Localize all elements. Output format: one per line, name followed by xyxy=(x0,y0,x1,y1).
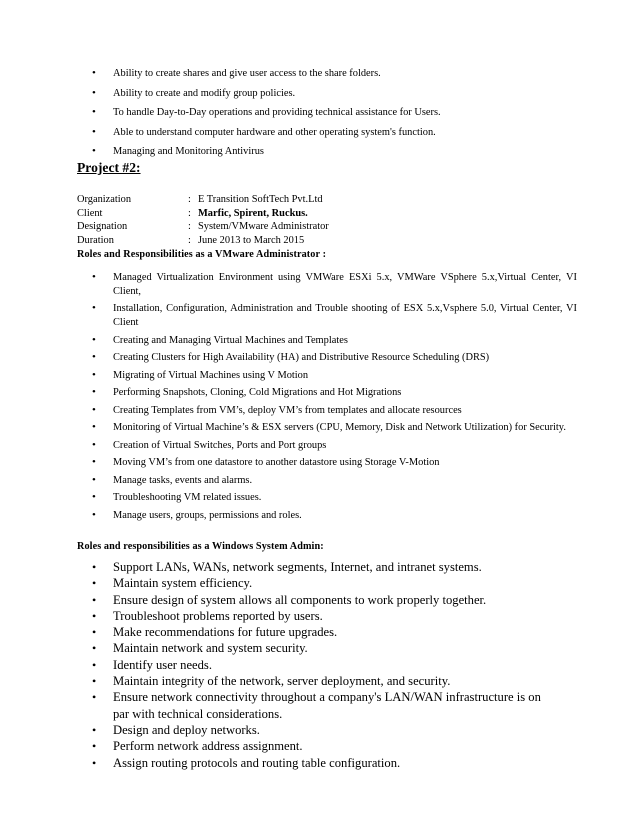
detail-value: Marfic, Spirent, Ruckus. xyxy=(198,207,308,219)
bullet-icon: • xyxy=(92,657,97,672)
list-item-text: Troubleshooting VM related issues. xyxy=(113,492,262,504)
vmware-roles-heading: Roles and Responsibilities as a VMware Administrator : xyxy=(77,249,327,260)
bullet-icon: • xyxy=(92,106,96,118)
list-item xyxy=(92,439,577,453)
list-item xyxy=(92,334,577,348)
detail-value: June 2013 to March 2015 xyxy=(198,234,305,246)
list-item xyxy=(92,421,577,435)
project-heading: Project #2: xyxy=(77,160,141,175)
detail-value: System/VMware Administrator xyxy=(198,221,329,233)
top-responsibilities-list xyxy=(92,67,592,165)
detail-colon: : xyxy=(188,194,191,205)
list-item xyxy=(92,559,552,575)
list-item xyxy=(92,67,592,87)
bullet-icon: • xyxy=(92,438,96,451)
bullet-icon: • xyxy=(92,508,96,521)
list-item xyxy=(92,491,577,505)
list-item-text: Ability to create and modify group policies. xyxy=(113,87,296,99)
list-item xyxy=(92,738,552,754)
list-item-text: Troubleshoot problems reported by users. xyxy=(113,608,323,623)
bullet-icon: • xyxy=(92,592,97,607)
list-item-text: Maintain system efficiency. xyxy=(113,576,253,591)
list-item xyxy=(92,404,577,418)
windows-roles-heading: Roles and responsibilities as a Windows System Admin: xyxy=(77,541,324,552)
list-item-text: Managed Virtualization Environment using VMWare ESXi 5.x, VMWare VSphere 5.x,Virtual Center, VI Client, xyxy=(113,272,577,297)
list-item-text: Monitoring of Virtual Machine’s & ESX servers (CPU, Memory, Disk and Network Utilization) for Security. xyxy=(113,422,566,434)
bullet-icon: • xyxy=(92,421,96,434)
bullet-icon: • xyxy=(92,333,96,346)
bullet-icon: • xyxy=(92,576,97,591)
bullet-icon: • xyxy=(92,739,97,754)
list-item xyxy=(92,351,577,365)
bullet-icon: • xyxy=(92,86,96,99)
bullet-icon: • xyxy=(92,560,97,574)
list-item xyxy=(92,106,592,126)
detail-label: Client xyxy=(77,207,103,219)
list-item-text: Ability to create shares and give user access to the share folders. xyxy=(113,68,381,79)
vmware-responsibilities-list xyxy=(92,271,577,526)
detail-colon: : xyxy=(188,221,191,233)
list-item-text: Creation of Virtual Switches, Ports and Port groups xyxy=(113,439,327,451)
bullet-icon: • xyxy=(92,491,96,504)
list-item xyxy=(92,640,552,656)
list-item-text: Creating Clusters for High Availability (HA) and Distributive Resource Scheduling (DRS) xyxy=(113,352,490,364)
list-item-text: Migrating of Virtual Machines using V Motion xyxy=(113,369,309,381)
bullet-icon: • xyxy=(92,302,96,315)
detail-colon: : xyxy=(188,207,191,219)
list-item xyxy=(92,386,577,400)
list-item xyxy=(92,755,552,771)
list-item-text: Identify user needs. xyxy=(113,657,212,672)
list-item xyxy=(92,608,552,624)
list-item xyxy=(92,126,592,146)
list-item-text: Support LANs, WANs, network segments, Internet, and intranet systems. xyxy=(113,560,482,574)
bullet-icon: • xyxy=(92,368,96,381)
list-item xyxy=(92,456,577,470)
list-item xyxy=(92,624,552,640)
bullet-icon: • xyxy=(92,351,96,364)
list-item xyxy=(92,509,577,523)
bullet-icon: • xyxy=(92,690,97,705)
list-item-text: Manage users, groups, permissions and roles. xyxy=(113,509,302,521)
list-item-text: Performing Snapshots, Cloning, Cold Migrations and Hot Migrations xyxy=(113,387,402,399)
detail-label: Organization xyxy=(77,194,132,205)
list-item-text: Able to understand computer hardware and other operating system's function. xyxy=(113,126,436,138)
bullet-icon: • xyxy=(92,125,96,138)
bullet-icon: • xyxy=(92,608,97,623)
list-item xyxy=(92,474,577,488)
bullet-icon: • xyxy=(92,403,96,416)
list-item xyxy=(92,87,592,107)
bullet-icon: • xyxy=(92,755,97,770)
bullet-icon: • xyxy=(92,722,97,737)
list-item-text: Design and deploy networks. xyxy=(113,722,260,737)
list-item-text: Creating Templates from VM’s, deploy VM’s from templates and allocate resources xyxy=(113,404,462,416)
list-item-text: Assign routing protocols and routing table configuration. xyxy=(113,755,401,770)
list-item xyxy=(92,145,592,165)
windows-responsibilities-list xyxy=(92,559,552,771)
list-item-text: Make recommendations for future upgrades. xyxy=(113,625,338,640)
list-item-text: Creating and Managing Virtual Machines and Templates xyxy=(113,334,348,346)
list-item xyxy=(92,575,552,591)
list-item xyxy=(92,673,552,689)
bullet-icon: • xyxy=(92,386,96,399)
bullet-icon: • xyxy=(92,625,97,640)
list-item-text: Installation, Configuration, Administration and Trouble shooting of ESX 5.x,Vsphere 5.0, Virtual Center, VI Client xyxy=(113,303,577,329)
list-item-text: Maintain network and system security. xyxy=(113,641,308,656)
bullet-icon: • xyxy=(92,145,96,157)
list-item xyxy=(92,722,552,738)
bullet-icon: • xyxy=(92,67,96,79)
list-item-text: Manage tasks, events and alarms. xyxy=(113,474,253,486)
detail-label: Duration xyxy=(77,234,114,246)
list-item xyxy=(92,592,552,608)
bullet-icon: • xyxy=(92,674,97,689)
list-item-text: Maintain integrity of the network, server deployment, and security. xyxy=(113,674,451,689)
bullet-icon: • xyxy=(92,271,96,283)
detail-colon: : xyxy=(188,234,191,246)
list-item-text: Ensure design of system allows all components to work properly together. xyxy=(113,592,487,607)
list-item-text: Managing and Monitoring Antivirus xyxy=(113,146,264,157)
list-item xyxy=(92,302,577,330)
list-item xyxy=(92,657,552,673)
list-item-text: Perform network address assignment. xyxy=(113,739,303,754)
list-item xyxy=(92,689,552,722)
list-item-text: Moving VM’s from one datastore to another datastore using Storage V-Motion xyxy=(113,457,440,469)
list-item xyxy=(92,369,577,383)
detail-label: Designation xyxy=(77,221,128,233)
list-item-text: To handle Day-to-Day operations and providing technical assistance for Users. xyxy=(113,107,441,118)
bullet-icon: • xyxy=(92,456,96,469)
bullet-icon: • xyxy=(92,641,97,656)
detail-value: E Transition SoftTech Pvt.Ltd xyxy=(198,194,323,205)
list-item-text: Ensure network connectivity throughout a company's LAN/WAN infrastructure is on par with technical considerations. xyxy=(113,690,541,721)
bullet-icon: • xyxy=(92,473,96,486)
list-item xyxy=(92,271,577,299)
